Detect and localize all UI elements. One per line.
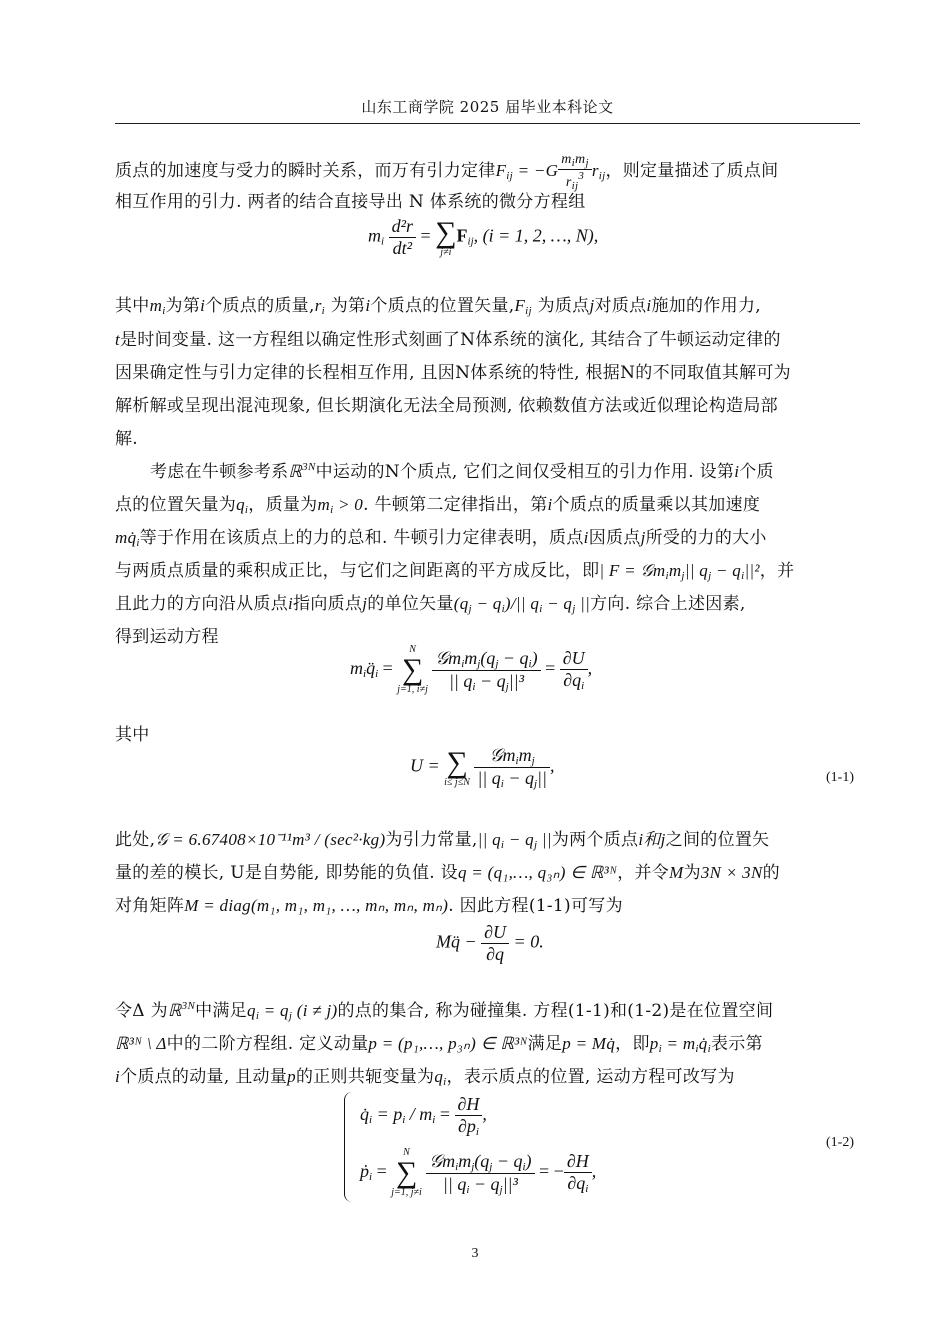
- text-line: 此处,𝒢 = 6.67408×10⁻¹¹m³ / (sec²·kg)为引力常量,|| $q_i - q_j$ ||为两个质点i和j之间的位置矢: [115, 830, 770, 851]
- equation-hamilton-q: $q̇_i = p_i / m_i$ = $\frac{\partial H}{\partial p_i}$ ,: [360, 1094, 487, 1138]
- text-line: 且此力的方向沿从质点i指向质点j的单位矢量$(q_j - q_i)/||$ $q_i - q_j$ ||方向. 综合上述因素,: [115, 594, 746, 615]
- header-rule: [115, 123, 860, 124]
- text-span: ，则定量描述了质点间: [605, 160, 779, 181]
- equation-label: (1-2): [826, 1135, 854, 1150]
- text-line: 其中$m_i$为第i个质点的质量$,r_i$ 为第i个质点的位置矢量$,F_{ij}$ 为质点j对质点i施加的作用力,: [115, 296, 761, 317]
- equation-label: (1-1): [826, 770, 854, 785]
- text-span: 质点的加速度与受力的瞬时关系，而万有引力定律: [115, 160, 496, 181]
- text-line: 解.: [115, 429, 139, 449]
- equation-nbody: $m_i$ $\frac{\text{d²r}}{\text{dt²}}$ = ∑ j≠i $F_{ij}$, (i = 1, 2, …, N),: [368, 215, 599, 258]
- text-line: 其中: [115, 725, 150, 745]
- text-line: 考虑在牛顿参考系ℝ$^{3N}$中运动的N个质点, 它们之间仅受相互的引力作用. 设第i个质: [150, 461, 774, 482]
- equation-hamilton-p: ṗ$_i$ = N ∑ j=1, j≠i $\frac{𝒢m_im_j(q_j - q_i)}{|| q_i - q_j||^3}$ = − $\frac{\partial H}{\partial q_i}$ ,: [360, 1147, 597, 1198]
- text-line: 对角矩阵M = diag(m₁, m₁, m₁, …, mₙ, mₙ, mₙ). 因此方程(1-1)可写为: [115, 896, 623, 916]
- system-brace: [344, 1092, 353, 1202]
- text-line: 与两质点质量的乘积成正比，与它们之间距离的平方成反比，即| $F = 𝒢m_im_j||$ $q_j - q_i||^2$，并: [115, 561, 795, 582]
- equation-U: U = ∑ i≤ j≤N $\frac{𝒢m_im_j}{|| q_i - q_j||}$ ,: [410, 745, 555, 790]
- text-line: $mq̇_i$等于作用在该质点上的力的总和. 牛顿引力定律表明，质点i因质点j所受的力的大小: [115, 528, 767, 549]
- running-header: 山东工商学院 2025 届毕业本科论文: [361, 98, 614, 116]
- equation-matrix: Mq̈ − $\frac{\partial U}{\partial q}$ = 0.: [436, 922, 544, 964]
- text-line: ℝ³ᴺ \ Δ中的二阶方程组. 定义动量p = (p₁,…, p₃ₙ) ∈ ℝ³ᴺ满足p = Mq̇，即$p_i$ = $m_iq̇_i$表示第: [115, 1034, 763, 1055]
- text-line: 因果确定性与引力定律的长程相互作用, 且因N体系统的特性, 根据N的不同取值其解可为: [115, 363, 791, 383]
- text-line: 得到运动方程: [115, 627, 219, 647]
- text-line: 量的差的模长, U是自势能, 即势能的负值. 设q = (q₁,…, q₃ₙ) ∈ ℝ³ᴺ，并令M为3N × 3N的: [115, 863, 780, 883]
- text-line: 解析解或呈现出混沌现象, 但长期演化无法全局预测, 依赖数值方法或近似理论构造局部: [115, 396, 778, 416]
- text-line: 相互作用的引力. 两者的结合直接导出 N 体系统的微分方程组: [115, 192, 586, 212]
- text-line: 点的位置矢量为$q_i$，质量为$m_i > 0$. 牛顿第二定律指出，第i个质点的质量乘以其加速度: [115, 495, 761, 516]
- equation-motion: $m_iq̈_i$ = N ∑ j=1, i≠j $\frac{𝒢m_im_j(q_j - q_i)}{|| q_i - q_j||^3}$ = $\frac{\partial U}{\partial q_i}$ ,: [350, 644, 593, 695]
- text-line: t是时间变量. 这一方程组以确定性形式刻画了N体系统的演化, 其结合了牛顿运动定律的: [115, 330, 781, 350]
- text-line: i个质点的动量, 且动量p的正则共轭变量为$q_i$，表示质点的位置, 运动方程可改写为: [115, 1067, 735, 1088]
- inline-math-F: $F_{ij} = -G$ $\frac{m_im_j}{r_{ij}^3}$ $r_{ij}$: [495, 152, 606, 192]
- text-line: [115, 152, 778, 192]
- text-line: 令Δ 为ℝ$^{3N}$中满足$q_i = q_j$ (i ≠ j)的点的集合, 称为碰撞集. 方程(1-1)和(1-2)是在位置空间: [115, 1000, 774, 1022]
- page-number: 3: [471, 1246, 479, 1261]
